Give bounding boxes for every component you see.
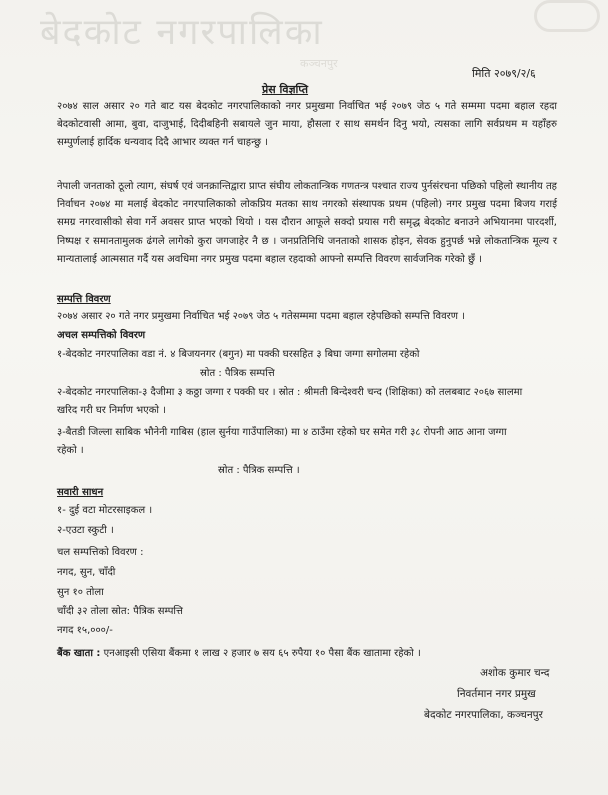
vehicle-item-2: २-एउटा स्कुटी ।	[57, 525, 114, 536]
immovable-item-3: ३-बैतडी जिल्ला साबिक भौनेनी गाबिस (हाल सुर्नया गाउँपालिका) मा ४ ठाउँमा रहेको घर समेत गरी ३८ रोपनी आठ आना जग्गा	[57, 427, 507, 438]
bank-account-text: एनआइसी एसिया बैंकमा १ लाख २ हजार ७ सय ६५ रुपैया १० पैसा बैंक खातामा रहेको ।	[103, 648, 421, 659]
signatory-name: अशोक कुमार चन्द	[480, 667, 550, 679]
signatory-post: निवर्तमान नगर प्रमुख	[457, 688, 536, 700]
assets-intro: २०७४ असार २० गते नगर प्रमुखमा निर्वाचित भई २०७९ जेठ ५ गतेसम्ममा पदमा बहाल रहेपछिको सम्पत्ति विवरण ।	[57, 311, 465, 322]
immovable-item-3-cont: रहेको ।	[57, 445, 84, 456]
immovable-item-2: २-बेदकोट नगरपालिका-३ दैजीमा ३ कठ्ठा जग्गा र पक्की घर । स्रोत : श्रीमती बिन्देश्वरी चन्द (शिक्षिका) को तलबबाट २०६७ सालमा	[57, 387, 523, 398]
document-title: प्रेस विज्ञप्ति	[262, 83, 309, 96]
letterhead-sub-bleed: कञ्चनपुर	[300, 57, 338, 70]
bank-account-line	[57, 645, 421, 659]
movable-line-4: नगद १५,०००/-	[57, 625, 113, 636]
document-date: मिति २०७९/२/६	[472, 67, 536, 80]
movable-line-1: नगद, सुन, चाँदी	[57, 567, 116, 578]
vehicles-heading: सवारी साधन	[57, 487, 104, 498]
signatory-office: बेदकोट नगरपालिका, कञ्चनपुर	[424, 709, 543, 721]
movable-line-3: चाँदी ३२ तोला स्रोत: पैत्रिक सम्पत्ति	[57, 606, 183, 617]
immovable-item-1-source: स्रोत : पैत्रिक सम्पत्ति	[200, 368, 275, 379]
vehicle-item-1: १- दुई वटा मोटरसाइकल ।	[57, 505, 153, 516]
movable-assets-heading: चल सम्पत्तिको विवरण :	[57, 547, 144, 558]
letterhead-bleed-through: बेदकोट नगरपालिका	[40, 12, 324, 53]
letterhead-seal-bleed	[534, 0, 600, 32]
bank-account-label: बैंक खाता :	[57, 648, 101, 659]
paragraph-thanks: २०७४ साल असार २० गते बाट यस बेदकोट नगरपालिकाको नगर प्रमुखमा निर्वाचित भई २०७९ जेठ ५ गते सम्ममा पदमा बहाल रहदा बेदकोटवासी आमा, बुवा, दाजुभाई, दिदीबहिनी सबायले जुन माया, हौसला र साथ समर्थन दिनु भयो, त्यसका लागि सर्वप्रथम म यहाँहरु सम्पुर्णलाई हार्दिक धन्यवाद दिदै आभार व्यक्त गर्न चाहन्छु ।	[57, 101, 557, 149]
immovable-item-1: १-बेदकोट नगरपालिका वडा नं. ४ बिजयनगर (बगुन) मा पक्की घरसहित ३ बिघा जग्गा सगोलमा रहेको	[57, 349, 420, 360]
immovable-item-2-cont: खरिद गरी घर निर्माण भएको ।	[57, 405, 166, 416]
immovable-item-3-source: स्रोत : पैत्रिक सम्पत्ति ।	[218, 465, 300, 476]
assets-heading: सम्पत्ति विवरण	[57, 294, 111, 305]
movable-line-2: सुन १० तोला	[57, 587, 104, 598]
paragraph-background: नेपाली जनताको ठूलो त्याग, संघर्ष एवं जनक्रान्तिद्वारा प्राप्त संघीय लोकतान्त्रिक गणतन्त्र पश्चात राज्य पुर्नसंरचना पछिको पहिलो स्थानीय तह निर्वाचन २०७४ मा मलाई बेदकोट नगरपालिकाको लोकप्रिय मतका साथ नगरको संस्थापक प्रथम (पहिलो) नगर प्रमुख पदमा बिजय गराई समग्र नगरवासीको सेवा गर्ने अवसर प्राप्त भएको थियो । यस दौरान आफूले सक्दो प्रयास गरी समृद्ध बेदकोट बनाउने अभियानमा पारदर्शी, निष्पक्ष र समानतामुलक ढंगले लागेको कुरा जगजाहेर नै छ । जनप्रतिनिधि जनताको शासक होइन, सेवक हुनुपर्छ भन्ने लोकतान्त्रिक मूल्य र मान्यतालाई आत्मसात गर्दै यस अवधिमा नगर प्रमुख पदमा बहाल रहदाको आफ्नो सम्पत्ति विवरण सार्वजनिक गरेको छुँ ।	[57, 181, 557, 265]
immovable-assets-heading: अचल सम्पत्तिको विवरण	[57, 330, 146, 341]
